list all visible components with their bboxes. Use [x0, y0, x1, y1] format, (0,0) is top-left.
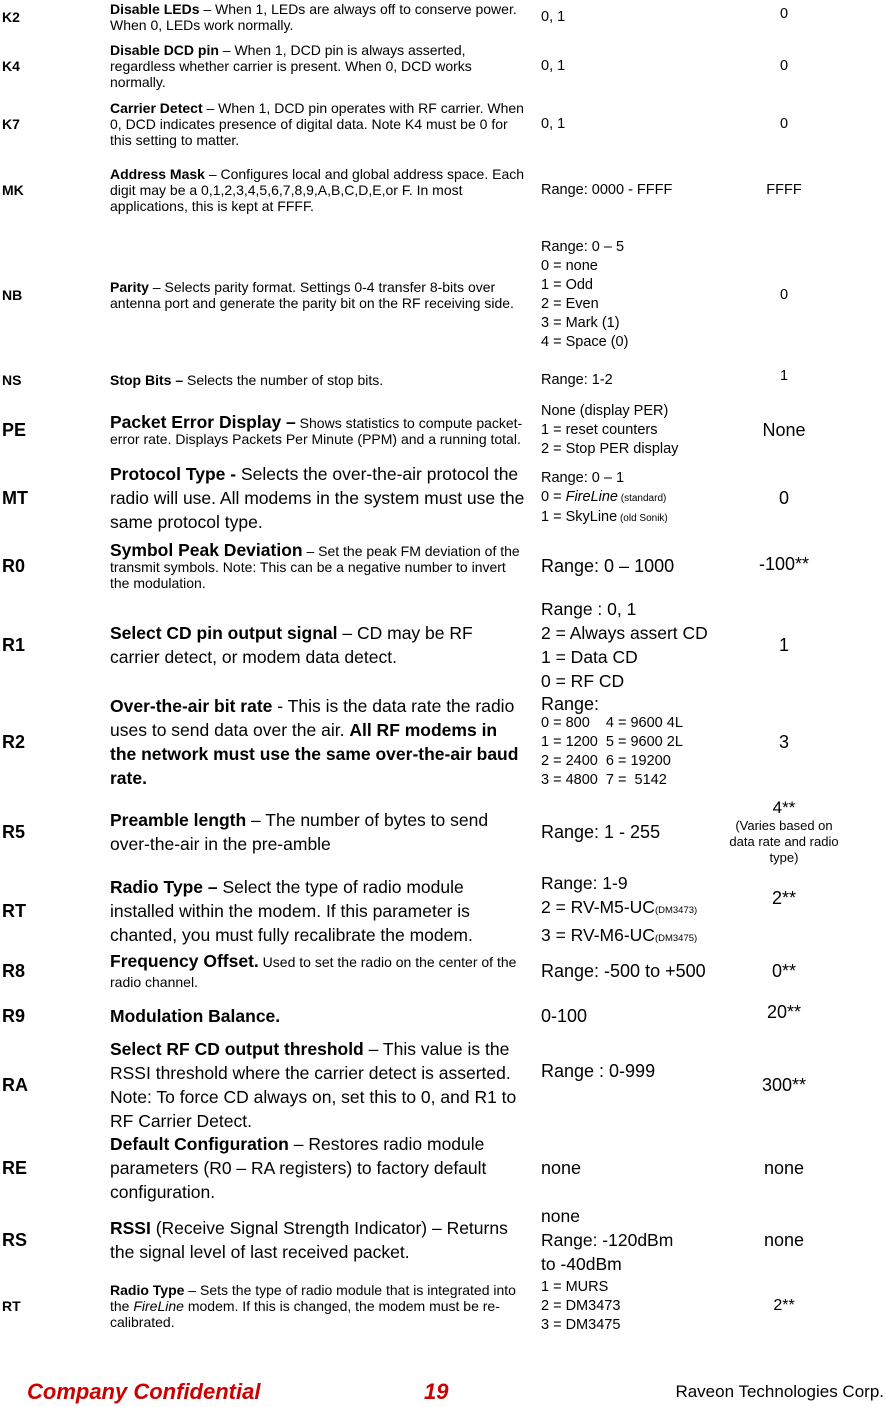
command-code: PE: [2, 419, 27, 440]
range: Range: 0 – 1 0 = FireLine (standard) 1 = SkyLine (old Sonik): [541, 469, 668, 525]
confidential-label: Company Confidential: [27, 1379, 261, 1404]
company-name: Raveon Technologies Corp.: [675, 1382, 884, 1401]
default-value: 1: [779, 368, 789, 384]
command-code: R5: [2, 821, 26, 842]
page-footer: [0, 1379, 886, 1407]
default-value: 0: [779, 287, 789, 303]
table-row: [0, 1132, 886, 1204]
table-row: [0, 1036, 886, 1134]
default-value: 0: [779, 116, 789, 132]
description: Carrier Detect – When 1, DCD pin operates with RF carrier. When 0, DCD indicates presence of digital data. Note K4 must be 0 for this setting to matter.: [110, 100, 524, 148]
default-value: 300**: [761, 1074, 807, 1095]
table-row: [0, 1276, 886, 1336]
default-value: 0: [779, 6, 789, 22]
default-value: 2**: [771, 888, 797, 908]
command-code: RT: [2, 1298, 21, 1314]
command-code: RS: [2, 1229, 28, 1250]
table-row: [0, 0, 886, 34]
default-value: -100**: [758, 554, 810, 574]
range: 0, 1: [541, 115, 566, 132]
description: Packet Error Display – Shows statistics to compute packet-error rate. Displays Packets Per Minute (PPM) and a running total.: [110, 411, 523, 447]
description: Select CD pin output signal – CD may be RF carrier detect, or modem data detect.: [110, 623, 473, 667]
command-code: RA: [2, 1074, 28, 1095]
description: Parity – Selects parity format. Settings 0-4 transfer 8-bits over antenna port and generate the parity bit on the RF receiving side.: [110, 279, 514, 311]
description: Disable LEDs – When 1, LEDs are always off to conserve power. When 0, LEDs work normally.: [110, 1, 517, 33]
range: Range: 1-2: [541, 371, 613, 388]
range: none: [541, 1157, 582, 1178]
description: Stop Bits – Selects the number of stop bits.: [110, 372, 384, 388]
table-row: [0, 400, 886, 460]
range: Range: 0 – 1000: [541, 555, 675, 576]
command-code: NB: [2, 287, 23, 303]
description: Over-the-air bit rate - This is the data rate the radio uses to send data over the air. All RF modems in the network must use the same over-the-air baud rate.: [110, 696, 519, 788]
table-row: [0, 96, 886, 152]
range: 0, 1: [541, 8, 566, 25]
description: Disable DCD pin – When 1, DCD pin is always asserted, regardless whether carrier is present. When 0, DCD works normally.: [110, 42, 472, 90]
table-row: [0, 874, 886, 948]
command-code: R1: [2, 634, 26, 655]
range: 0-100: [541, 1005, 588, 1026]
description: Default Configuration – Restores radio module parameters (R0 – RA registers) to factory default configuration.: [110, 1134, 487, 1202]
table-row: [0, 152, 886, 228]
default-value: 0: [779, 58, 789, 74]
command-code: MT: [2, 487, 28, 508]
range: Range : 0, 1 2 = Always assert CD 1 = Data CD 0 = RF CD: [541, 599, 708, 691]
command-code: NS: [2, 372, 22, 388]
default-value: 0: [778, 487, 789, 508]
table-row: [0, 38, 886, 94]
range: none Range: -120dBm to -40dBm: [541, 1206, 674, 1274]
description: Symbol Peak Deviation – Set the peak FM deviation of the transmit symbols. Note: This can be a negative number to invert the modulation.: [110, 539, 520, 591]
range: Range: 1-9 2 = RV-M5-UC(DM3473) 3 = RV-M6-UC(DM3475): [541, 873, 698, 945]
table-row: [0, 998, 886, 1034]
default-value: 1: [778, 634, 789, 655]
range: Range: 0 = 800 4 = 9600 4L 1 = 1200 5 = 9600 2L 2 = 2400 6 = 19200 3 = 4800 7 = 5142: [541, 694, 683, 788]
command-code: K7: [2, 116, 20, 132]
range: Range : 0-999: [541, 1061, 656, 1081]
table-row: [0, 236, 886, 354]
table-row: [0, 366, 886, 394]
default-value: None: [762, 419, 806, 440]
table-row: [0, 950, 886, 992]
command-code: R9: [2, 1005, 26, 1026]
command-code: R0: [2, 555, 26, 576]
range: Range: 0000 - FFFF: [541, 181, 673, 198]
command-code: K4: [2, 58, 20, 74]
range: Range: 0 – 5 0 = none 1 = Odd 2 = Even 3 = Mark (1) 4 = Space (0): [541, 239, 629, 350]
default-value: 0**: [771, 960, 797, 981]
range: 0, 1: [541, 57, 566, 74]
table-row: [0, 536, 886, 596]
table-row: [0, 790, 886, 874]
default-value: 2**: [773, 1297, 795, 1314]
description: Frequency Offset. Used to set the radio on the center of the radio channel.: [110, 950, 517, 990]
description: Radio Type – Sets the type of radio module that is integrated into the FireLine modem. If this is changed, the modem must be re-calibrated.: [110, 1282, 516, 1330]
description: RSSI (Receive Signal Strength Indicator) – Returns the signal level of last received packet.: [110, 1218, 508, 1262]
range: 1 = MURS 2 = DM3473 3 = DM3475: [541, 1278, 621, 1333]
command-code: R2: [2, 731, 26, 752]
page-number: 19: [424, 1379, 449, 1404]
description: Preamble length – The number of bytes to send over-the-air in the pre-amble: [110, 810, 489, 854]
range: Range: -500 to +500: [541, 960, 706, 981]
table-row: [0, 462, 886, 534]
default-value: none: [763, 1157, 805, 1178]
description: Select RF CD output threshold – This value is the RSSI threshold where the carrier detect is asserted. Note: To force CD always on, set this to 0, and R1 to RF Carrier Detect.: [110, 1039, 517, 1131]
command-code: R8: [2, 960, 26, 981]
description: Address Mask – Configures local and global address space. Each digit may be a 0,1,2,3,4,5,6,7,8,9,A,B,C,D,E,or F. In most applications, this is kept at FFFF.: [110, 166, 525, 214]
table-row: [0, 1204, 886, 1276]
default-value: FFFF: [766, 182, 802, 198]
range: Range: 1 - 255: [541, 821, 661, 842]
default-value: 20**: [766, 1002, 802, 1022]
table-row: [0, 694, 886, 790]
command-code: K2: [2, 9, 20, 25]
description: Protocol Type - Selects the over-the-air protocol the radio will use. All modems in the system must use the same protocol type.: [110, 464, 525, 532]
default-value: 3: [778, 731, 789, 752]
default-note: (Varies based on data rate and radio type): [729, 818, 839, 865]
default-value: 4** (Varies based on data rate and radio type): [725, 790, 843, 874]
command-code: RT: [2, 900, 26, 921]
description: Modulation Balance.: [110, 1006, 281, 1026]
description: Radio Type – Select the type of radio module installed within the modem. If this parameter is chanted, you must fully recalibrate the modem.: [110, 877, 473, 945]
table-row: [0, 596, 886, 694]
command-code: MK: [2, 182, 24, 198]
default-value: none: [763, 1229, 805, 1250]
range: None (display PER) 1 = reset counters 2 = Stop PER display: [541, 402, 679, 457]
command-code: RE: [2, 1157, 28, 1178]
